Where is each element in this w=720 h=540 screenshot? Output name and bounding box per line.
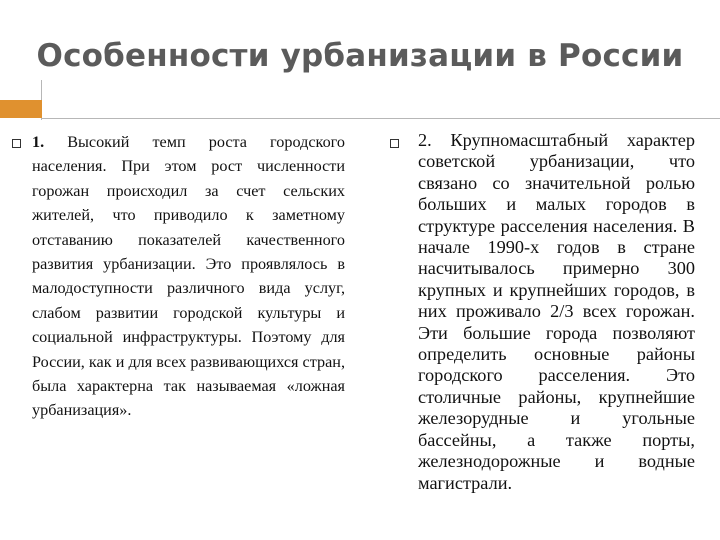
right-item-text: Крупномасштабный характер советской урбанизации, что связано со значительной ролью больших и малых городов в структуре расселения населения. В начале 1990-х годов в стране насчитывалось примерно 300 крупных и крупнейших городов, в них проживало 2/3 всех горожан. Эти большие города позволяют определить основные районы городского расселения. Это столичные районы, крупнейшие железорудные и угольные бассейны, а также порты, железнодорожные и водные магистрали. <box>418 130 695 493</box>
right-item-number: 2. <box>418 130 432 150</box>
left-paragraph <box>32 130 345 423</box>
right-paragraph <box>418 130 695 494</box>
right-column <box>390 130 695 494</box>
slide-title: Особенности урбанизации в России <box>36 38 684 74</box>
square-bullet-icon <box>390 139 399 148</box>
left-item-text: Высокий темп роста городского населения. При этом рост численности горожан происходил за счет сельских жителей, что приводило к заметному отставанию показателей качественного развития урбанизации. Это проявлялось в малодоступности различного вида услуг, слабом развитии городской культуры и социальной инфраструктуры. Поэтому для России, как и для всех развивающихся стран, была характерна так называемая «ложная урбанизация». <box>32 133 345 420</box>
accent-block <box>0 100 42 118</box>
decorative-horizontal-rule <box>41 118 720 119</box>
left-item-number: 1. <box>32 133 45 151</box>
square-bullet-icon <box>12 139 21 148</box>
left-column <box>12 130 345 423</box>
